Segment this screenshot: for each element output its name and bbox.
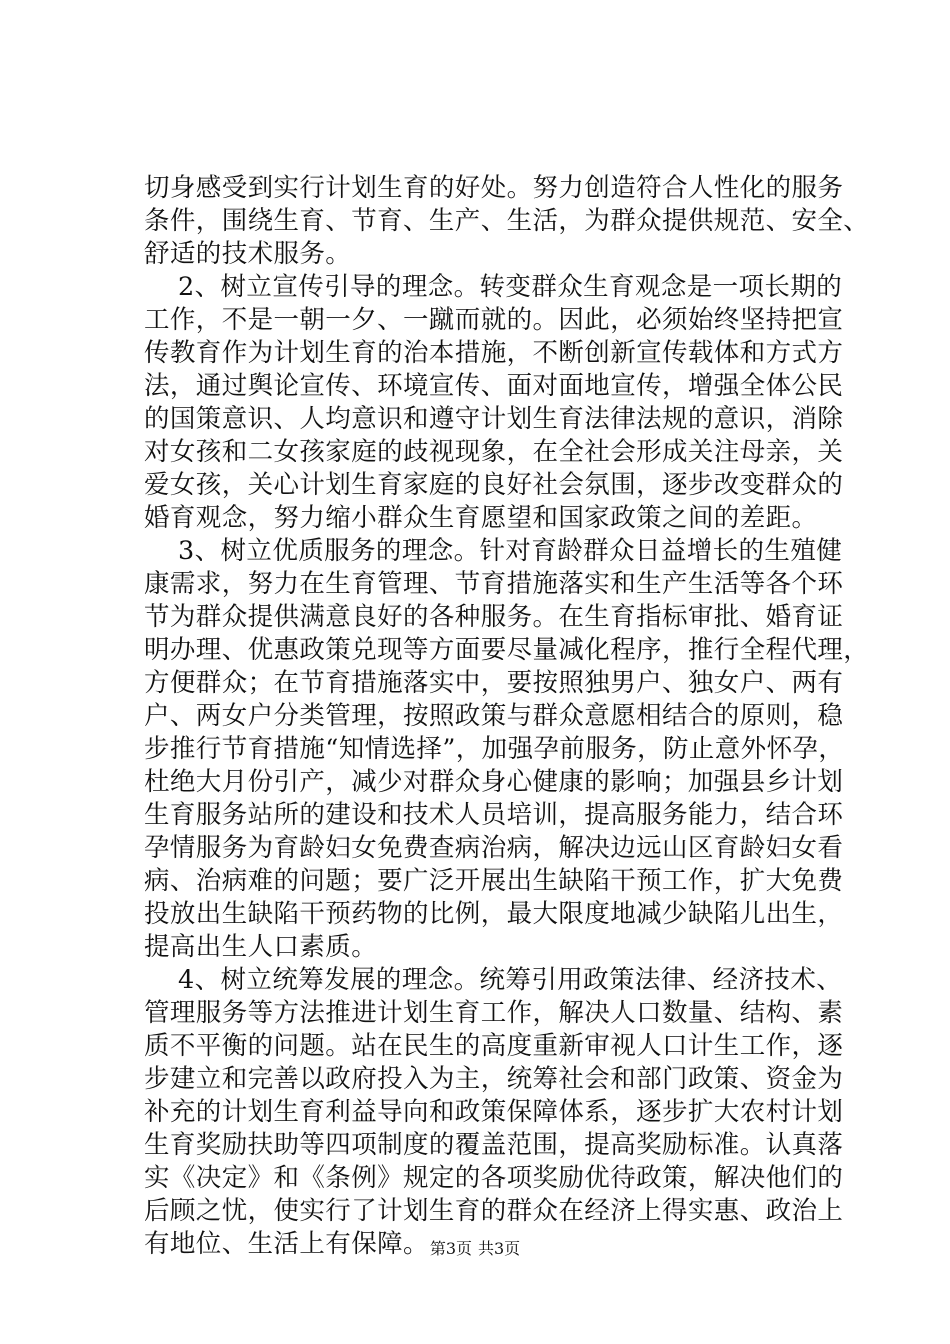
text-line: 舒适的技术服务。 (144, 239, 352, 269)
text-line: 对女孩和二女孩家庭的歧视现象，在全社会形成关注母亲，关 (144, 437, 844, 467)
body-text (144, 172, 870, 1261)
text-line: 康需求，努力在生育管理、节育措施落实和生产生活等各个环 (144, 569, 844, 599)
paragraph-start-line: 2、树立宣传引导的理念。转变群众生育观念是一项长期的 (178, 272, 843, 302)
text-line: 步建立和完善以政府投入为主，统筹社会和部门政策、资金为 (144, 1064, 844, 1094)
page-number: 第3页 (429, 1239, 472, 1258)
text-line: 投放出生缺陷干预药物的比例，最大限度地减少缺陷儿出生， (144, 899, 844, 929)
text-line: 补充的计划生育利益导向和政策保障体系，逐步扩大农村计划 (144, 1097, 844, 1127)
text-line: 传教育作为计划生育的治本措施，不断创新宣传载体和方式方 (144, 338, 844, 368)
text-line: 后顾之忧，使实行了计划生育的群众在经济上得实惠、政治上 (144, 1196, 844, 1226)
text-line: 户、两女户分类管理，按照政策与群众意愿相结合的原则，稳 (144, 701, 844, 731)
text-line: 管理服务等方法推进计划生育工作，解决人口数量、结构、素 (144, 998, 844, 1028)
text-line: 生育服务站所的建设和技术人员培训，提高服务能力，结合环 (144, 800, 844, 830)
paragraph-start-line: 3、树立优质服务的理念。针对育龄群众日益增长的生殖健 (178, 536, 843, 566)
text-line: 生育奖励扶助等四项制度的覆盖范围，提高奖励标准。认真落 (144, 1130, 844, 1160)
text-line: 病、治病难的问题；要广泛开展出生缺陷干预工作，扩大免费 (144, 866, 844, 896)
text-line: 爱女孩，关心计划生育家庭的良好社会氛围，逐步改变群众的 (144, 470, 844, 500)
text-line: 方便群众；在节育措施落实中，要按照独男户、独女户、两有 (144, 668, 844, 698)
text-line: 步推行节育措施“知情选择”，加强孕前服务，防止意外怀孕， (144, 734, 845, 764)
text-line: 条件，围绕生育、节育、生产、生活，为群众提供规范、安全、 (144, 206, 870, 236)
text-line: 法，通过舆论宣传、环境宣传、面对面地宣传，增强全体公民 (144, 371, 844, 401)
paragraph-start-line: 4、树立统筹发展的理念。统筹引用政策法律、经济技术、 (178, 965, 843, 995)
text-line: 的国策意识、人均意识和遵守计划生育法律法规的意识，消除 (144, 404, 844, 434)
text-line: 切身感受到实行计划生育的好处。努力创造符合人性化的服务 (144, 173, 844, 203)
text-line: 有地位、生活上有保障。 (144, 1229, 429, 1259)
text-line: 工作，不是一朝一夕、一蹴而就的。因此，必须始终坚持把宣 (144, 305, 844, 335)
text-line: 孕情服务为育龄妇女免费查病治病，解决边远山区育龄妇女看 (144, 833, 844, 863)
text-line: 质不平衡的问题。站在民生的高度重新审视人口计生工作，逐 (144, 1031, 844, 1061)
text-line: 节为群众提供满意良好的各种服务。在生育指标审批、婚育证 (144, 602, 844, 632)
text-line: 提高出生人口素质。 (144, 932, 378, 962)
page-total: 共3页 (478, 1239, 521, 1258)
text-line: 实《决定》和《条例》规定的各项奖励优待政策，解决他们的 (144, 1163, 844, 1193)
text-line: 明办理、优惠政策兑现等方面要尽量减化程序，推行全程代理， (144, 635, 870, 665)
page-footer (0, 1238, 950, 1260)
text-line: 杜绝大月份引产，减少对群众身心健康的影响；加强县乡计划 (144, 767, 844, 797)
text-line: 婚育观念，努力缩小群众生育愿望和国家政策之间的差距。 (144, 503, 818, 533)
